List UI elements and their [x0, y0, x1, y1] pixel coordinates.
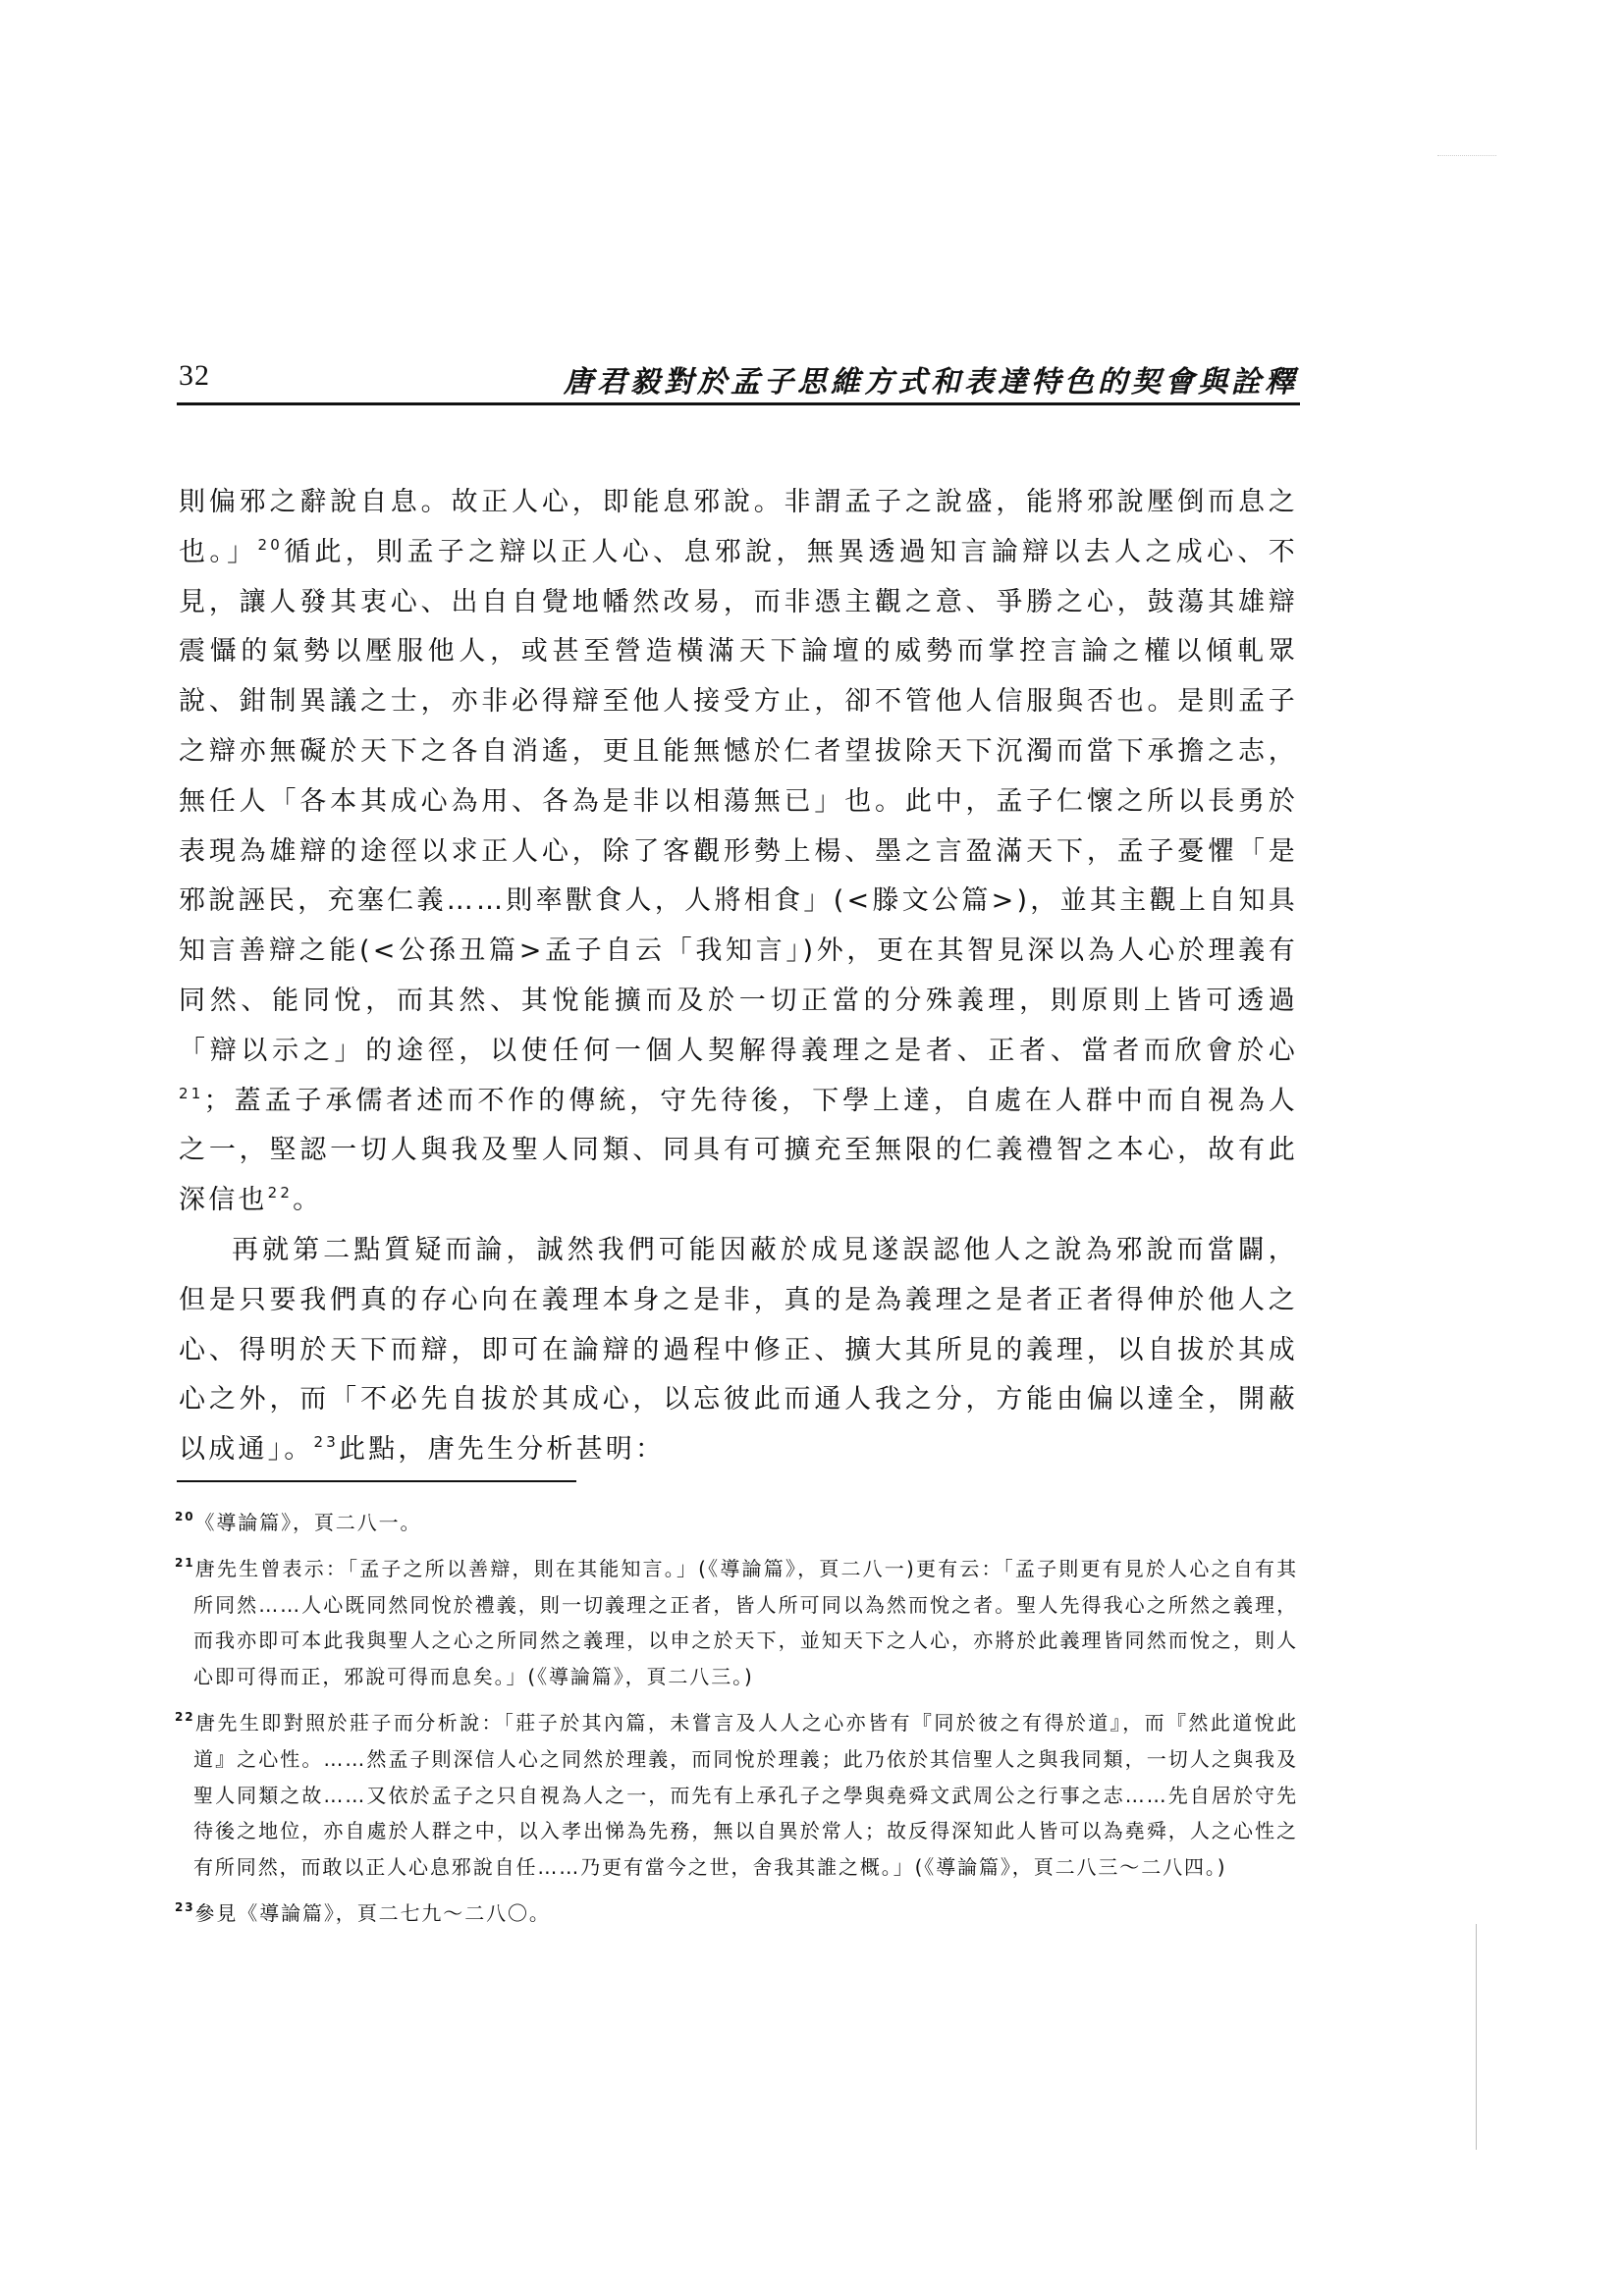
footnote-21: $^{21}$唐先生曾表示：「孟子之所以善辯，則在其能知言。」(《導論篇》，頁二八一)更有云：「孟子則更有見於人心之自有其所同然……人心既同然同悅於禮義，則一切義理之正者，皆人所可同以為然而悅之者。聖人先得我心之所然之義理，而我亦即可本此我與聖人之心之所同然之義理，以申之於天下，並知天下之人心，亦將於此義理皆同然而悅之，則人心即可得而正，邪說可得而息矣。」(《導論篇》，頁二八三。) — [175, 1555, 1298, 1689]
footnote-text: 參見《導論篇》，頁二七九～二八〇。 — [194, 1900, 551, 1925]
paragraph-text: 循此，則孟子之辯以正人心、息邪說，無異透過知言論辯以去人之成心、不見，讓人發其衷心、出自自覺地幡然改易，而非憑主觀之意、爭勝之心，鼓蕩其雄辯震懾的氣勢以壓服他人，或甚至營造橫滿天下論壇的威勢而掌控言論之權以傾軋眾說、鉗制異議之士，亦非必得辯至他人接受方止，卻不管他人信服與否也。是則孟子之辯亦無礙於天下之各自消遙，更且能無憾於仁者望拔除天下沉濁而當下承擔之志，無任人「各本其成心為用、各為是非以相蕩無已」也。此中，孟子仁懷之所以長勇於表現為雄辯的途徑以求正人心，除了客觀形勢上楊、墨之言盈滿天下，孟子憂懼「是邪說誣民，充塞仁義……則率獸食人，人將相食」(<滕文公篇>)，並其主觀上自知具知言善辯之能(<公孫丑篇>孟子自云「我知言」)外，更在其智見深以為人心於理義有同然、能同悅，而其然、其悅能擴而及於一切正當的分殊義理，則原則上皆可透過「辯以示之」的途徑，以使任何一個人契解得義理之是者、正者、當者而欣會於心 — [179, 536, 1298, 1066]
footnote-23: $^{23}$參見《導論篇》，頁二七九～二八〇。 — [175, 1899, 551, 1925]
footnote-20: $^{20}$《導論篇》，頁二八一。 — [175, 1510, 422, 1534]
footnotes — [175, 1505, 1298, 1942]
paragraph-text: 則偏邪之辭說自息。故正人心，即能息邪說。非謂孟子之說盛，能將邪說壓倒而息之也。」 — [179, 487, 1298, 567]
header-rule — [177, 402, 1300, 405]
paragraph-text: 此點，唐先生分析甚明： — [339, 1434, 666, 1466]
paragraph-text: 再就第二點質疑而論，誠然我們可能因蔽於成見遂誤認他人之說為邪說而當闢，但是只要我們真的存心向在義理本身之是非，真的是為義理之是者正者得伸於他人之心、得明於天下而辯，即可在論辯的過程中修正、擴大其所見的義理，以自拔於其成心之外，而「不必先自拔於其成心，以忘彼此而通人我之分，方能由偏以達全，開蔽以成通」。 — [179, 1234, 1298, 1466]
footnote-text: 唐先生即對照於莊子而分析說：「莊子於其內篇，未嘗言及人人之心亦皆有『同於彼之有得於道』，而『然此道悅此道』之心性。……然孟子則深信人心之同然於理義，而同悅於理義；此乃依於其信聖人之與我同類，一切人之與我及聖人同類之故……又依於孟子之只自視為人之一，而先有上承孔子之學與堯舜文武周公之行事之志……先自居於守先待後之地位，亦自處於人群之中，以入孝出悌為先務，無以自異於常人；故反得深知此人皆可以為堯舜，人之心性之有所同然，而敢以正人心息邪說自任……乃更有當今之世，舍我其誰之概。」(《導論篇》，頁二八三～二八四。) — [193, 1710, 1298, 1880]
running-title: 唐君毅對於孟子思維方式和表達特色的契會與詮釋 — [564, 365, 1298, 400]
page-header — [179, 351, 1298, 402]
paragraph-text: ；蓋孟子承儒者述而不作的傳統，守先待後，下學上達，自處在人群中而自視為人之一，堅認一切人與我及聖人同類、同具有可擴充至無限的仁義禮智之本心，故有此深信也 — [179, 1085, 1298, 1216]
paragraph-2 — [179, 1226, 1298, 1475]
scan-artifact-line — [1476, 1924, 1477, 2150]
main-text — [179, 478, 1298, 1475]
paragraph-text: 。 — [293, 1185, 323, 1216]
page-number: 32 — [179, 359, 210, 392]
footnote-ref-23[interactable]: 23 — [313, 1433, 339, 1452]
footnote-separator — [177, 1480, 576, 1482]
scan-artifact — [1437, 155, 1496, 157]
footnote-ref-22[interactable]: 22 — [267, 1184, 294, 1202]
footnote-text: 《導論篇》，頁二八一。 — [194, 1511, 422, 1534]
footnote-ref-21[interactable]: 21 — [179, 1084, 204, 1102]
footnote-ref-20[interactable]: 20 — [257, 535, 283, 554]
paragraph-1 — [179, 478, 1298, 1226]
footnote-text: 唐先生曾表示：「孟子之所以善辯，則在其能知言。」(《導論篇》，頁二八一)更有云：「孟子則更有見於人心之自有其所同然……人心既同然同悅於禮義，則一切義理之正者，皆人所可同以為然而悅之者。聖人先得我心之所然之義理，而我亦即可本此我與聖人之心之所同然之義理，以申之於天下，並知天下之人心，亦將於此義理皆同然而悅之，則人心即可得而正，邪說可得而息矣。」(《導論篇》，頁二八三。) — [193, 1556, 1298, 1689]
footnote-22: $^{22}$唐先生即對照於莊子而分析說：「莊子於其內篇，未嘗言及人人之心亦皆有『同於彼之有得於道』，而『然此道悅此道』之心性。……然孟子則深信人心之同然於理義，而同悅於理義；此乃依於其信聖人之與我同類，一切人之與我及聖人同類之故……又依於孟子之只自視為人之一，而先有上承孔子之學與堯舜文武周公之行事之志……先自居於守先待後之地位，亦自處於人群之中，以入孝出悌為先務，無以自異於常人；故反得深知此人皆可以為堯舜，人之心性之有所同然，而敢以正人心息邪說自任……乃更有當今之世，舍我其誰之概。」(《導論篇》，頁二八三～二八四。) — [175, 1709, 1298, 1880]
